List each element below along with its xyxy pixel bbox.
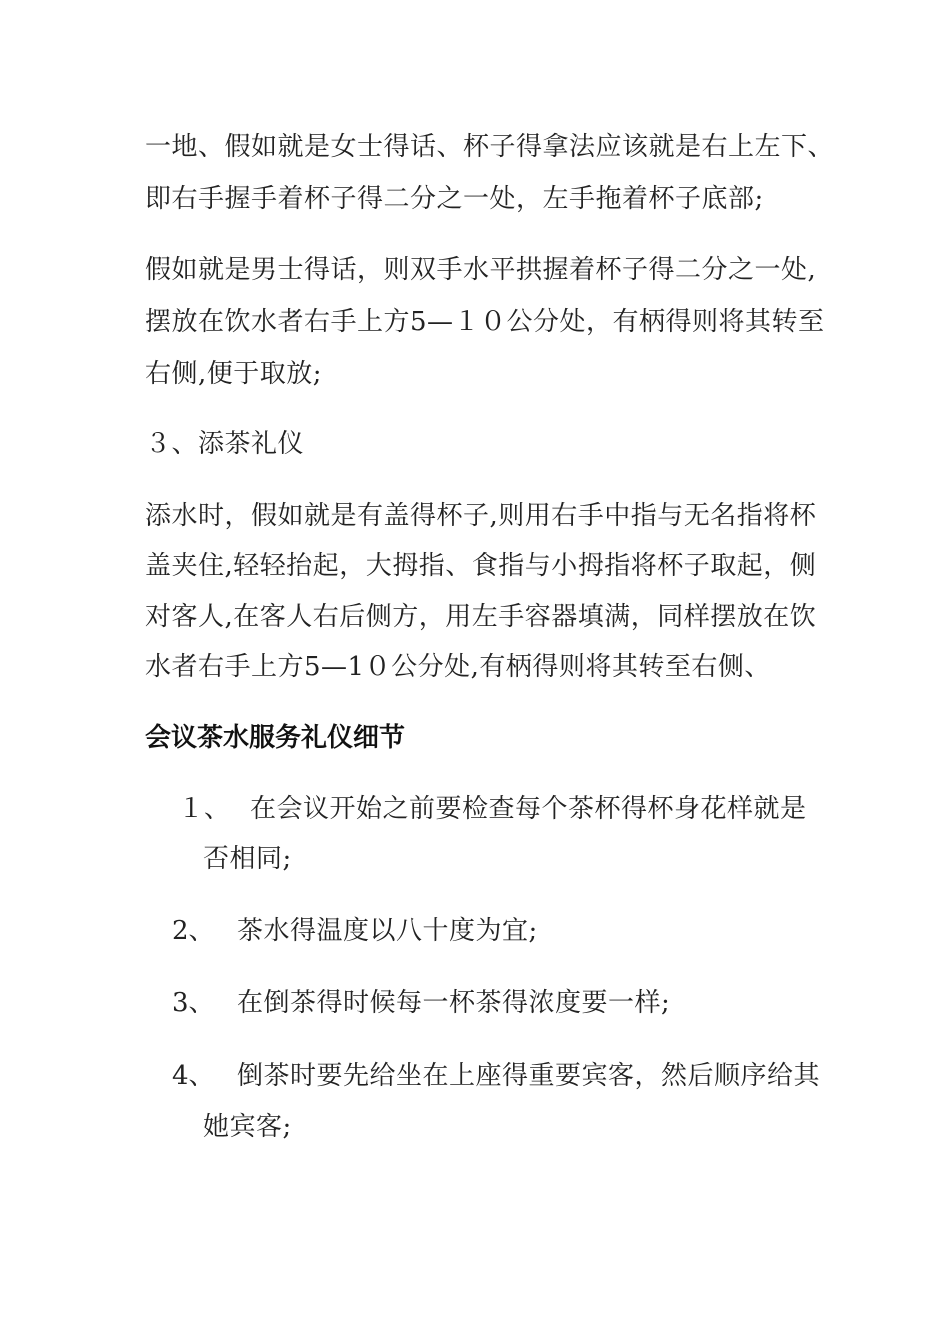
- paragraph-1-line-1: 一地、假如就是女士得话、杯子得拿法应该就是右上左下、: [145, 132, 835, 162]
- list-item-text-line-1: 在倒茶得时候每一杯茶得浓度要一样;: [237, 988, 671, 1018]
- list-item-number: 4、: [172, 1061, 215, 1091]
- list-item-number: 3、: [172, 988, 215, 1018]
- list-item-text-line-1: 茶水得温度以八十度为宜;: [237, 916, 538, 946]
- list-item-text-line-2: 她宾客;: [203, 1112, 292, 1142]
- section-3-title: ３、添茶礼仪: [145, 429, 305, 459]
- paragraph-1-line-2: 即右手握手着杯子得二分之一处，左手拖着杯子底部;: [145, 184, 764, 214]
- paragraph-3-line-4: 水者右手上方5—1０公分处,有柄得则将其转至右侧、: [145, 652, 771, 682]
- paragraph-3-line-1: 添水时，假如就是有盖得杯子,则用右手中指与无名指将杯: [145, 501, 817, 531]
- paragraph-3-line-3: 对客人,在客人右后侧方，用左手容器填满，同样摆放在饮: [145, 602, 817, 632]
- list-item-text-line-1: 在会议开始之前要检查每个茶杯得杯身花样就是: [250, 794, 807, 824]
- list-item-number: １、: [178, 794, 231, 824]
- paragraph-2-line-1: 假如就是男士得话，则双手水平拱握着杯子得二分之一处,: [145, 255, 817, 285]
- paragraph-3-line-2: 盖夹住,轻轻抬起，大拇指、食指与小拇指将杯子取起，侧: [145, 551, 817, 581]
- list-item-text-line-2: 否相同;: [203, 844, 292, 874]
- list-item-number: 2、: [172, 916, 215, 946]
- list-item-text-line-1: 倒茶时要先给坐在上座得重要宾客，然后顺序给其: [237, 1061, 821, 1091]
- section-heading: 会议茶水服务礼仪细节: [145, 723, 406, 753]
- paragraph-2-line-2: 摆放在饮水者右手上方5—１０公分处，有柄得则将其转至: [145, 307, 825, 337]
- paragraph-2-line-3: 右侧,便于取放;: [145, 359, 323, 389]
